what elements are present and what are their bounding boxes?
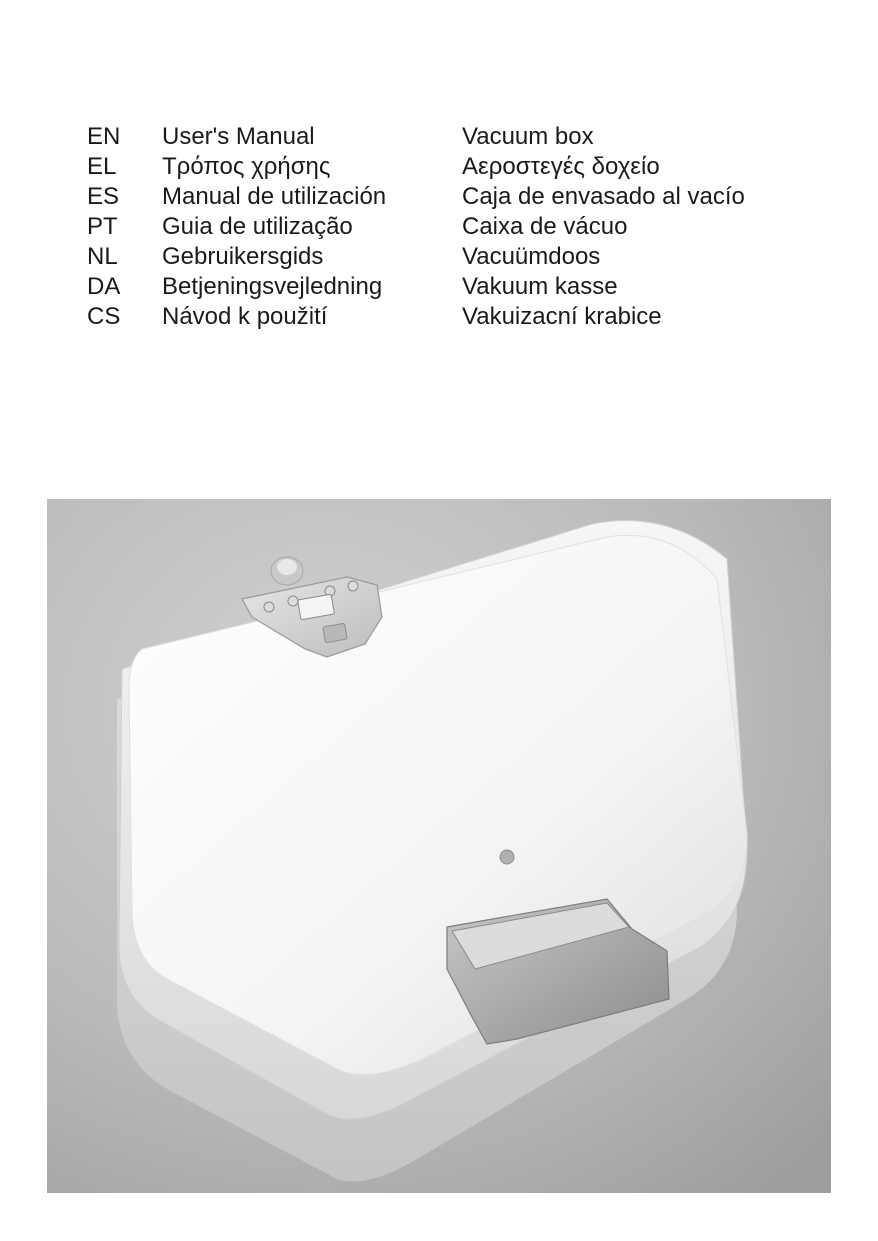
language-code: PT [87, 213, 118, 240]
vacuum-indicator [500, 850, 514, 864]
language-row-es [87, 182, 807, 212]
manual-title: Guia de utilização [162, 213, 353, 240]
screw-icon [348, 581, 358, 591]
language-row-da [87, 272, 807, 302]
product-name: Vacuum box [462, 123, 594, 150]
language-row-pt [87, 212, 807, 242]
manual-title: Návod k použití [162, 303, 328, 330]
manual-title: Τρόπος χρήσης [162, 153, 331, 180]
manual-title: Manual de utilización [162, 183, 387, 210]
language-row-nl [87, 242, 807, 272]
product-name: Vacuümdoos [462, 243, 601, 270]
product-photo [47, 499, 831, 1193]
valve-knob-top [277, 559, 297, 575]
language-code: CS [87, 303, 121, 330]
manual-title: Betjeningsvejledning [162, 273, 383, 300]
language-code: DA [87, 273, 121, 300]
language-table [87, 122, 807, 332]
screw-icon [264, 602, 274, 612]
top-latch-window [323, 623, 347, 643]
product-name: Αεροστεγές δοχείο [462, 153, 660, 180]
vacuum-box-illustration [47, 499, 831, 1193]
language-code: EN [87, 123, 121, 150]
language-row-en [87, 122, 807, 152]
manual-title: Gebruikersgids [162, 243, 324, 270]
product-name: Caixa de vácuo [462, 213, 628, 240]
language-code: NL [87, 243, 118, 270]
language-row-el [87, 152, 807, 182]
product-name: Vakuum kasse [462, 273, 618, 300]
language-code: ES [87, 183, 120, 210]
manual-title: User's Manual [162, 123, 315, 150]
screw-icon [288, 596, 298, 606]
language-row-cs [87, 302, 807, 332]
product-name: Vakuizacní krabice [462, 303, 662, 330]
product-name: Caja de envasado al vacío [462, 183, 745, 210]
language-code: EL [87, 153, 117, 180]
